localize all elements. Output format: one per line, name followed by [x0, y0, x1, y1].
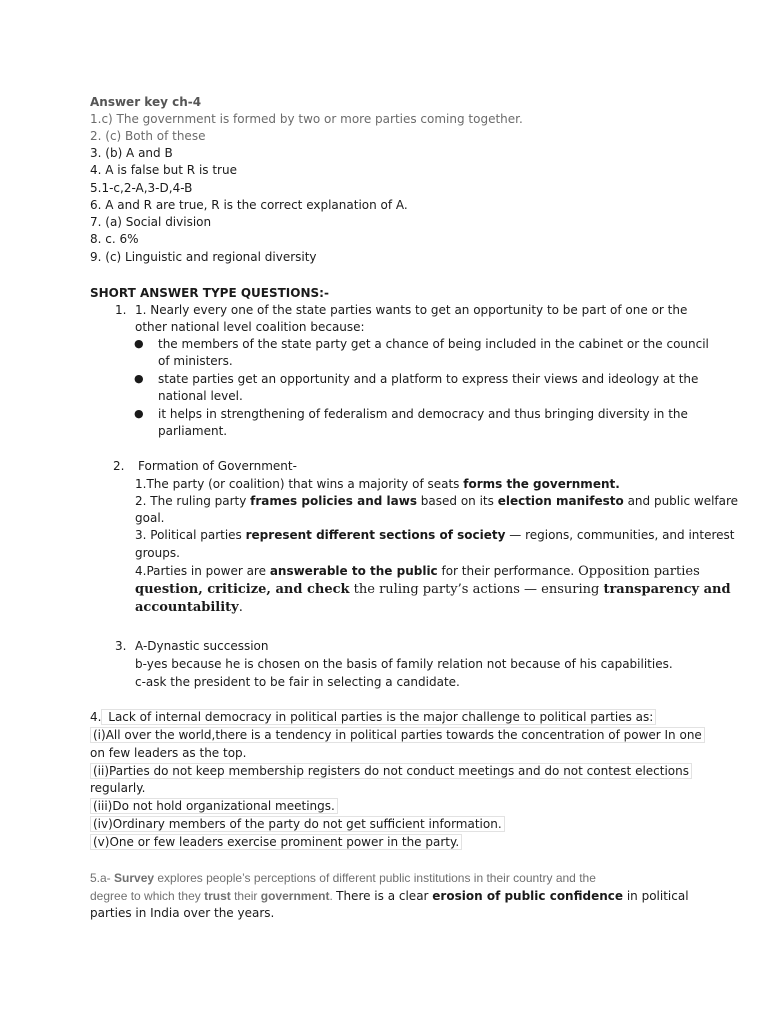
q5-government: government: [260, 889, 330, 903]
q2-p1-bold: forms the government.: [463, 477, 620, 491]
answer-line-3: 3. (b) A and B: [90, 146, 173, 160]
answer-key-heading: Answer key ch-4: [90, 95, 202, 109]
q2-p4-bold-b: answerable to the public: [269, 564, 438, 578]
q2-point-1: [135, 476, 620, 493]
q2-p4-text-c: for their performance.: [437, 564, 579, 578]
q5-survey: Survey: [114, 871, 155, 885]
q1-line-1: 1. Nearly every one of the state parties wants to get an opportunity to be part of one or the: [135, 303, 688, 317]
q5-trust: trust: [204, 889, 231, 903]
q1-bullet-2-line-1: state parties get an opportunity and a platform to express their views and ideology at the: [158, 372, 699, 386]
q4-i-line-1: [90, 727, 705, 744]
q2-p3-bold: represent different sections of society: [245, 528, 506, 542]
q2-p4-serif-d: Opposition parties: [578, 564, 700, 579]
q4-v: [90, 834, 462, 851]
q5-text-2: degree to which they: [90, 889, 205, 903]
q2-p4-bold-e: question, criticize, and check: [135, 582, 350, 597]
q4-ii-line-1: [90, 763, 692, 780]
bullet-icon: ●: [134, 337, 144, 350]
answer-line-7: 7. (a) Social division: [90, 215, 212, 229]
q1-number: 1.: [115, 303, 127, 317]
q2-p2-bold-a: frames policies and laws: [250, 494, 417, 508]
q2-point-4-line-2: [135, 581, 731, 598]
q5-erosion: erosion of public confidence: [432, 889, 624, 903]
q1-line-2: other national level coalition because:: [135, 320, 365, 334]
q4-iii-text: (iii)Do not hold organizational meetings.: [90, 798, 338, 814]
q4-iv: [90, 816, 505, 833]
q3-a: A-Dynastic succession: [135, 639, 269, 653]
short-answer-heading: SHORT ANSWER TYPE QUESTIONS:-: [90, 286, 329, 300]
q4-number: 4.: [90, 710, 102, 724]
q4-iv-text: (iv)Ordinary members of the party do not get sufficient information.: [90, 816, 505, 832]
q1-bullet-3-line-1: it helps in strengthening of federalism and democracy and thus bringing diversity in the: [158, 407, 688, 421]
q3-c: c-ask the president to be fair in selecting a candidate.: [135, 675, 460, 689]
q2-point-4: [135, 563, 700, 580]
q4-iii: [90, 798, 338, 815]
answer-line-6: 6. A and R are true, R is the correct explanation of A.: [90, 198, 408, 212]
q5-text-3: their: [230, 889, 261, 903]
q5-text-6: in political: [623, 889, 689, 903]
q2-p2-text-a: 2. The ruling party: [135, 494, 251, 508]
q2-p4-text-f: the ruling party’s actions — ensuring: [349, 582, 604, 597]
q2-point-2-cont: goal.: [135, 511, 165, 525]
q2-point-3-cont: groups.: [135, 546, 180, 560]
q5-line-2: [90, 888, 689, 905]
q4-i-text: (i)All over the world,there is a tendency in political parties towards the concentration of power In one: [90, 727, 705, 743]
q2-p4-text-i: .: [238, 600, 243, 615]
q2-p3-text-a: 3. Political parties: [135, 528, 246, 542]
q1-bullet-1-line-1: the members of the state party get a chance of being included in the cabinet or the council: [158, 337, 709, 351]
q4-v-text: (v)One or few leaders exercise prominent power in the party.: [90, 834, 462, 850]
q3-b: b-yes because he is chosen on the basis of family relation not because of his capabilities.: [135, 657, 673, 671]
answer-line-9: 9. (c) Linguistic and regional diversity: [90, 250, 317, 264]
q2-number: 2.: [113, 459, 125, 473]
q2-p4-text-a: 4.Parties in power are: [135, 564, 270, 578]
q1-bullet-2-line-2: national level.: [158, 389, 243, 403]
q2-point-4-line-3: [135, 599, 243, 616]
q1-bullet-3-line-2: parliament.: [158, 424, 228, 438]
q2-p1-text: 1.The party (or coalition) that wins a majority of seats: [135, 477, 464, 491]
q2-point-2: [135, 493, 738, 510]
q2-point-3: [135, 527, 735, 544]
q5-text-1: explores people’s perceptions of different public institutions in their country and the: [154, 871, 596, 885]
bullet-icon: ●: [134, 407, 144, 420]
q4-i-line-2: on few leaders as the top.: [90, 746, 247, 760]
answer-line-4: 4. A is false but R is true: [90, 163, 237, 177]
q5-text-5: There is a clear: [336, 889, 433, 903]
answer-line-8: 8. c. 6%: [90, 232, 139, 246]
q3-number: 3.: [115, 639, 127, 653]
q4-intro-text: Lack of internal democracy in political parties is the major challenge to political parties as:: [101, 709, 656, 725]
q2-p2-bold-d: election manifesto: [497, 494, 624, 508]
q4-intro: [90, 709, 656, 726]
q5-prefix: 5.a-: [90, 871, 115, 885]
q1-bullet-1-line-2: of ministers.: [158, 354, 233, 368]
answer-line-1: 1.c) The government is formed by two or more parties coming together.: [90, 112, 523, 126]
q5-text-4: .: [329, 889, 337, 903]
q2-p2-text-c: based on its: [416, 494, 498, 508]
q5-line-3: parties in India over the years.: [90, 906, 275, 920]
q4-ii-line-2: regularly.: [90, 781, 146, 795]
q2-p4-bold-g: transparency and: [603, 582, 731, 597]
bullet-icon: ●: [134, 372, 144, 385]
q2-p3-text-c: — regions, communities, and interest: [505, 528, 735, 542]
q2-p4-bold-h: accountability: [135, 600, 239, 615]
answer-line-5: 5.1-c,2-A,3-D,4-B: [90, 181, 193, 195]
q4-ii-text: (ii)Parties do not keep membership registers do not conduct meetings and do not contest elections: [90, 763, 692, 779]
answer-line-2: 2. (c) Both of these: [90, 129, 206, 143]
q2-title: Formation of Government-: [138, 459, 297, 473]
q2-p2-text-e: and public welfare: [623, 494, 739, 508]
q5-line-1: [90, 870, 596, 887]
